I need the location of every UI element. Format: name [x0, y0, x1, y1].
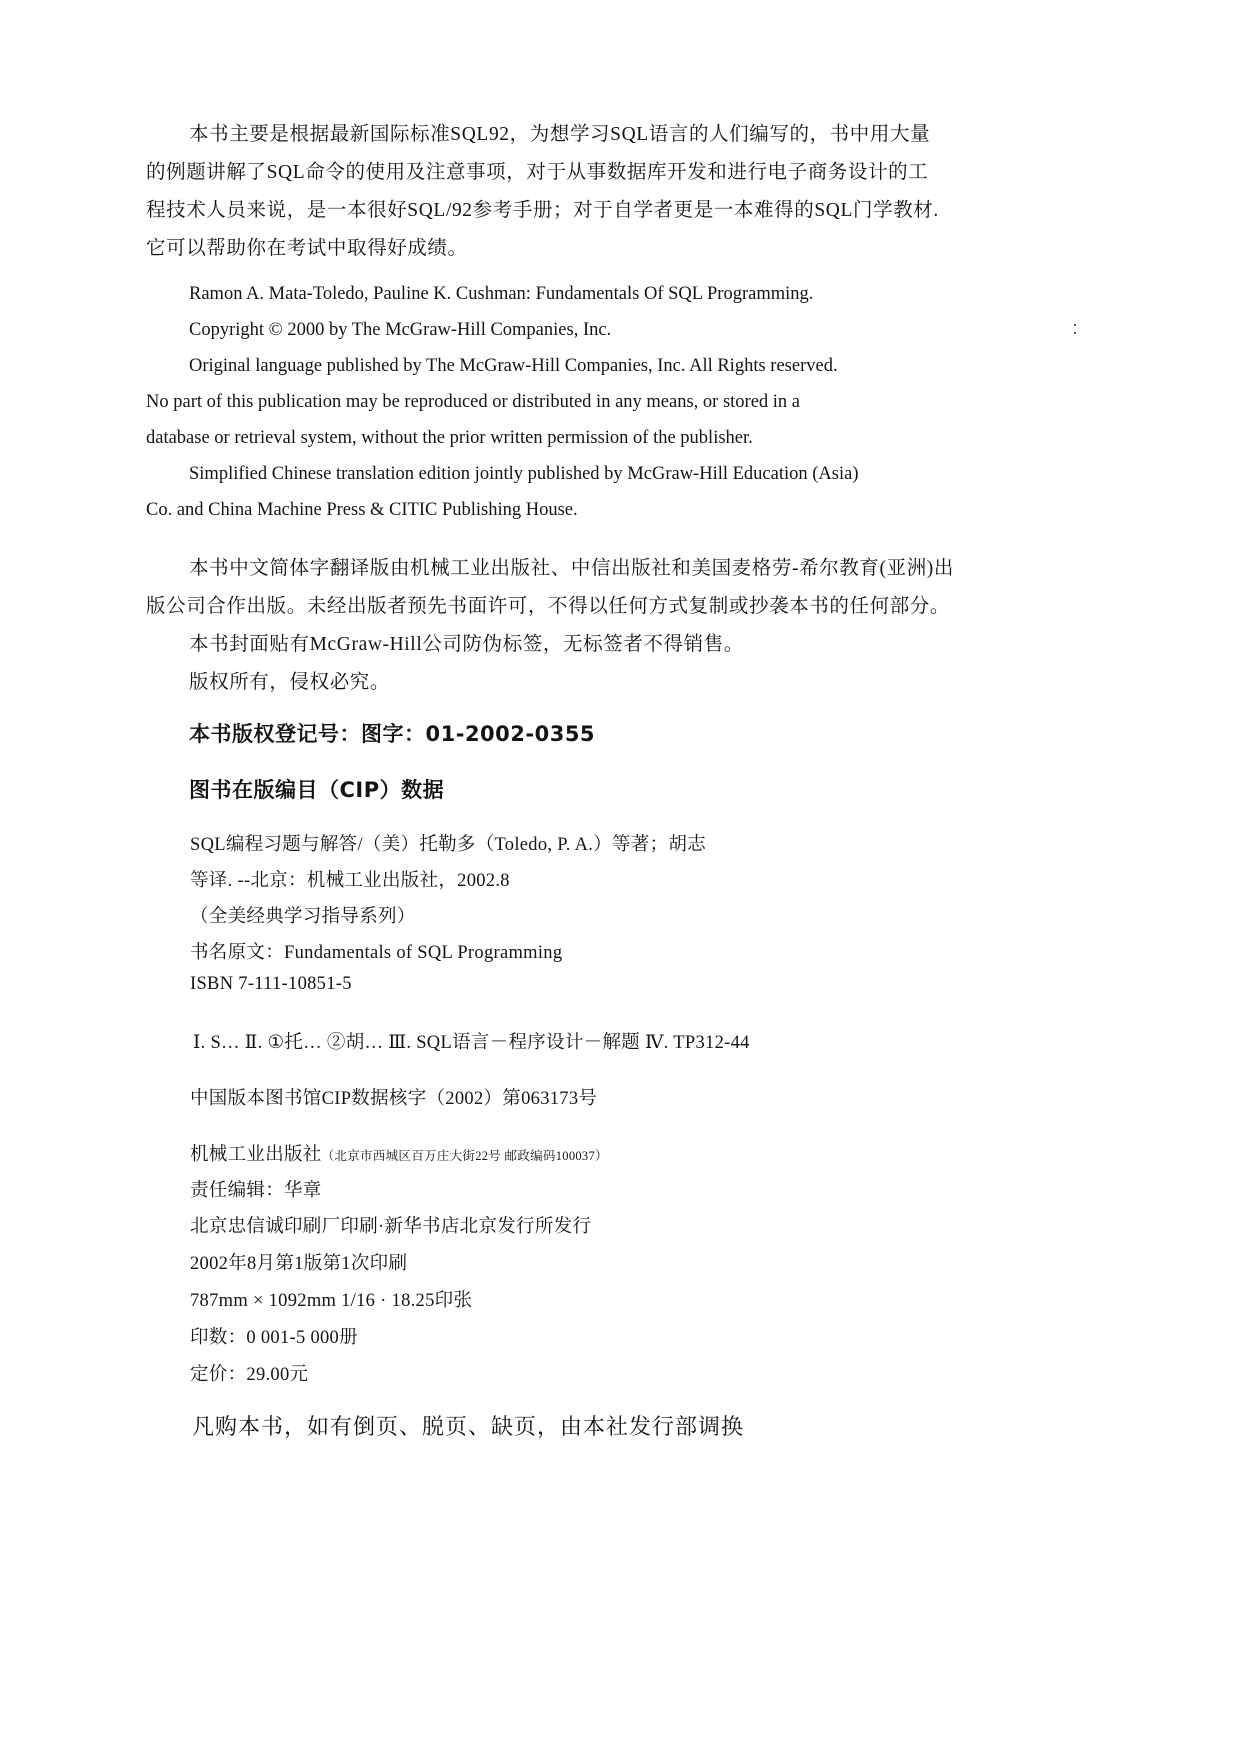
isbn: ISBN 7-111-10851-5 — [190, 974, 352, 994]
summary-line: 的例题讲解了SQL命令的使用及注意事项，对于从事数据库开发和进行电子商务设计的工 — [146, 162, 929, 183]
scan-artifact — [1073, 320, 1076, 344]
publisher-name: 机械工业出版社 — [190, 1145, 322, 1165]
translation-line: Simplified Chinese translation edition jointly published by McGraw-Hill Education (Asia) — [189, 464, 859, 484]
rights-line: Original language published by The McGraw-Hill Companies, Inc. All Rights reserved. — [189, 356, 838, 376]
cip-line: （全美经典学习指导系列） — [190, 907, 416, 927]
copyright-line: Copyright © 2000 by The McGraw-Hill Companies, Inc. — [189, 320, 612, 340]
price-line: 定价：29.00元 — [190, 1365, 309, 1385]
copyright-cn-line: 本书中文简体字翻译版由机械工业出版社、中信出版社和美国麦格劳-希尔教育(亚洲)出 — [189, 558, 954, 579]
publisher-address: （北京市西城区百万庄大街22号 邮政编码100037） — [321, 1149, 608, 1163]
summary-line: 本书主要是根据最新国际标准SQL92，为想学习SQL语言的人们编写的，书中用大量 — [189, 124, 931, 145]
registration-number: 本书版权登记号：图字：01-2002-0355 — [189, 722, 596, 746]
cip-line: SQL编程习题与解答/（美）托勒多（Toledo, P. A.）等著；胡志 — [190, 835, 707, 855]
replacement-notice: 凡购本书，如有倒页、脱页、缺页，由本社发行部调换 — [192, 1414, 745, 1439]
copyright-cn-line: 本书封面贴有McGraw-Hill公司防伪标签，无标签者不得销售。 — [189, 634, 744, 655]
translation-line: Co. and China Machine Press & CITIC Publishing House. — [146, 500, 578, 520]
summary-line: 它可以帮助你在考试中取得好成绩。 — [146, 238, 468, 259]
print-run-line: 印数：0 001-5 000册 — [190, 1328, 358, 1348]
original-title-line: Ramon A. Mata-Toledo, Pauline K. Cushman: Fundamentals Of SQL Programming. — [189, 284, 814, 304]
cip-heading: 图书在版编目（CIP）数据 — [189, 778, 445, 802]
cip-line: 等译. --北京：机械工业出版社，2002.8 — [190, 871, 510, 891]
rights-line: No part of this publication may be reproduced or distributed in any means, or stored in a — [146, 392, 801, 412]
cip-classification: Ⅰ. S… Ⅱ. ①托… ②胡… Ⅲ. SQL语言－程序设计－解题 Ⅳ. TP312-44 — [193, 1033, 750, 1053]
format-line: 787mm × 1092mm 1/16 · 18.25印张 — [190, 1291, 473, 1311]
rights-line: database or retrieval system, without the prior written permission of the publisher. — [146, 428, 753, 448]
cip-approval-number: 中国版本图书馆CIP数据核字（2002）第063173号 — [190, 1089, 598, 1109]
summary-line: 程技术人员来说，是一本很好SQL/92参考手册；对于自学者更是一本难得的SQL门学教材. — [146, 200, 939, 221]
editor-line: 责任编辑：华章 — [190, 1181, 322, 1201]
publisher-line — [190, 1140, 608, 1166]
cip-line: 书名原文：Fundamentals of SQL Programming — [190, 943, 563, 963]
copyright-cn-line: 版权所有，侵权必究。 — [189, 672, 391, 693]
edition-line: 2002年8月第1版第1次印刷 — [190, 1254, 408, 1274]
printer-line: 北京忠信诚印刷厂印刷·新华书店北京发行所发行 — [190, 1217, 592, 1237]
copyright-cn-line: 版公司合作出版。未经出版者预先书面许可，不得以任何方式复制或抄袭本书的任何部分。 — [146, 596, 951, 617]
